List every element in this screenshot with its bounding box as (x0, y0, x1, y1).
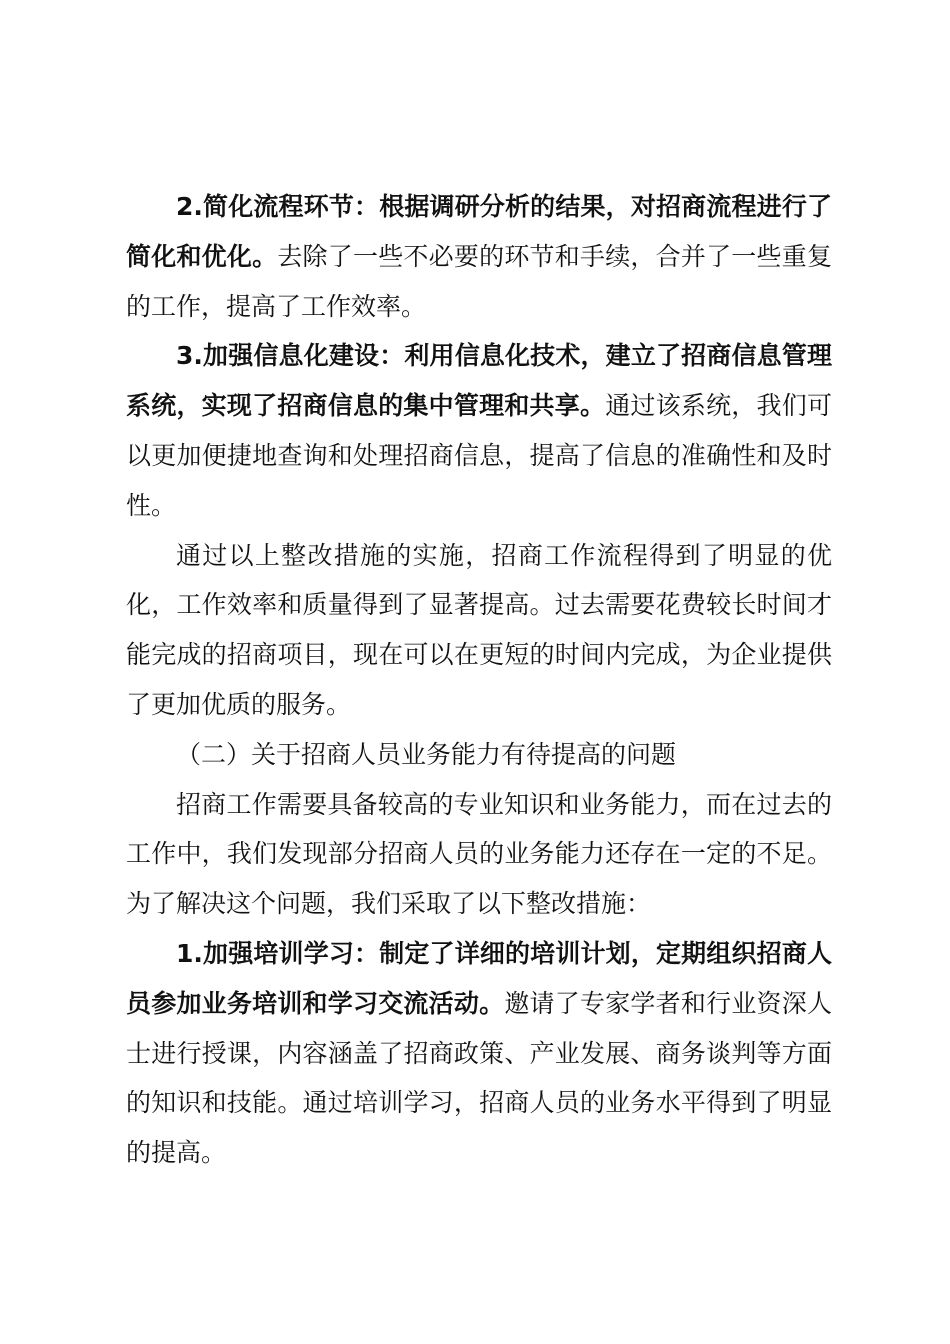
paragraph-training (126, 929, 832, 1178)
paragraph-informatization (126, 331, 832, 530)
section-heading-staff-ability (126, 730, 832, 780)
paragraph-simplify-process (126, 182, 832, 331)
document-body (126, 182, 832, 1178)
paragraph-staff-problem (126, 780, 832, 929)
paragraph-heading: 3.加强信息化建设：利用信息化技术，建立了招商信息管理系统，实现了招商信息的集中管理和共享。 (126, 341, 832, 421)
paragraph-text: 通过该系统，我们可以更加便捷地查询和处理招商信息，提高了信息的准确性和及时性。 (126, 391, 832, 520)
paragraph-text: 招商工作需要具备较高的专业知识和业务能力，而在过去的工作中，我们发现部分招商人员的业务能力还存在一定的不足。为了解决这个问题，我们采取了以下整改措施： (126, 789, 832, 919)
paragraph-text: 去除了一些不必要的环节和手续，合并了一些重复的工作，提高了工作效率。 (126, 241, 832, 321)
paragraph-results (126, 531, 832, 730)
paragraph-text: 通过以上整改措施的实施，招商工作流程得到了明显的优化，工作效率和质量得到了显著提高。过去需要花费较长时间才能完成的招商项目，现在可以在更短的时间内完成，为企业提供了更加优质的服务。 (126, 540, 832, 719)
paragraph-heading: 2.简化流程环节：根据调研分析的结果，对招商流程进行了简化和优化。 (126, 192, 832, 271)
paragraph-heading: 1.加强培训学习：制定了详细的培训计划，定期组织招商人员参加业务培训和学习交流活动。 (126, 938, 832, 1018)
paragraph-text: （二）关于招商人员业务能力有待提高的问题 (176, 739, 677, 769)
paragraph-text: 邀请了专家学者和行业资深人士进行授课，内容涵盖了招商政策、产业发展、商务谈判等方面的知识和技能。通过培训学习，招商人员的业务水平得到了明显的提高。 (126, 988, 832, 1168)
